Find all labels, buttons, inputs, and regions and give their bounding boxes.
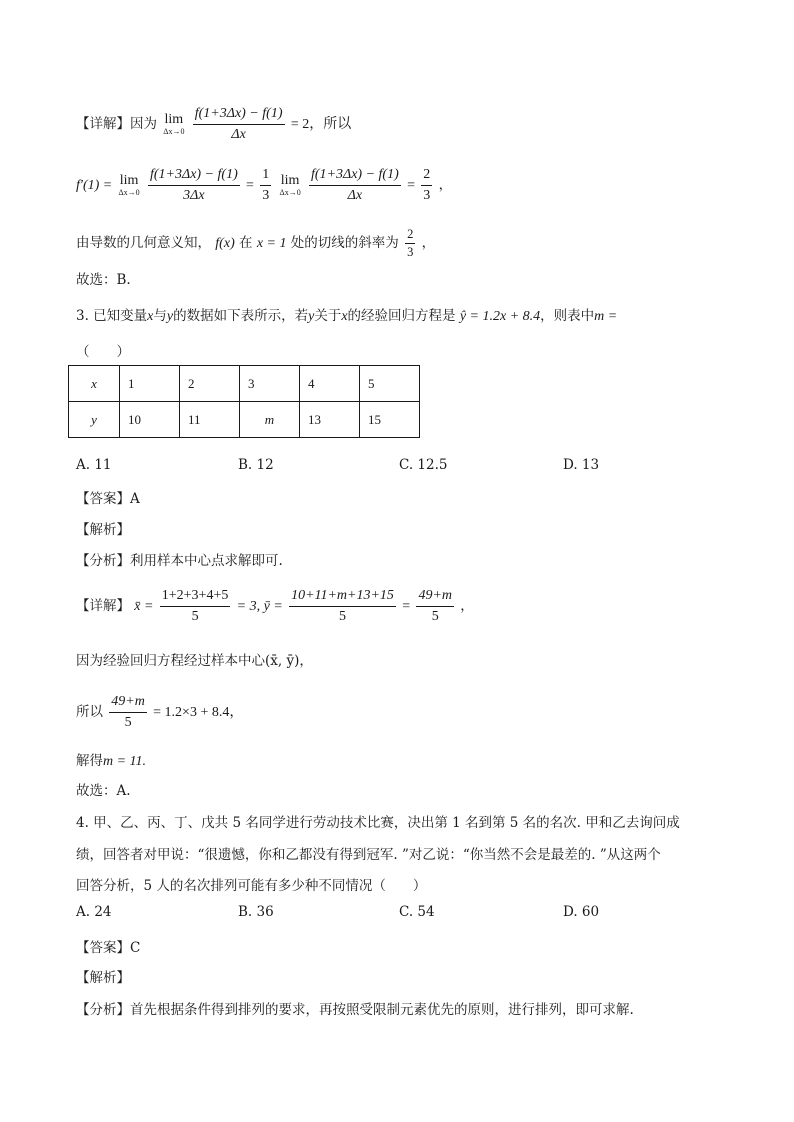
limit-operator: lim Δx→0 — [118, 173, 140, 197]
analysis-summary-4: 【分析】首先根据条件得到排列的要求，再按照受限制元素优先的原则，进行排列，即可求解. — [76, 1002, 634, 1018]
regression-equation: ŷ = 1.2x + 8.4 — [459, 309, 541, 324]
table-cell: 11 — [180, 402, 240, 438]
detail-line-1 — [76, 106, 351, 143]
table-cell: 13 — [300, 402, 360, 438]
question-4-line-2: 绩，回答者对甲说：“很遗憾，你和乙都没有得到冠军. ”对乙说：“你当然不会是最差的. ”从这两个 — [76, 847, 661, 863]
text: 由导数的几何意义知， — [76, 235, 211, 251]
punctuation: ， — [421, 235, 436, 251]
answer-label-4: 【答案】C — [76, 940, 141, 956]
limit-operator: lim Δx→0 — [279, 173, 301, 197]
fraction: $\frac{2}{3}$ — [407, 227, 414, 259]
center-point-line: 因为经验回归方程经过样本中心(x̄, ȳ)， — [76, 653, 313, 669]
table-cell: m — [240, 402, 300, 438]
geometric-meaning-line — [76, 228, 435, 259]
text: 3. 已知变量 — [76, 308, 148, 324]
var-x: x — [147, 309, 154, 324]
data-table — [68, 365, 420, 438]
xbar-label: x̄ = — [134, 599, 154, 614]
fraction: $\frac{10+11+m+13+15}{5}$ — [291, 588, 394, 624]
analysis-label: 【解析】 — [76, 522, 130, 538]
question-4-options — [76, 904, 776, 924]
option-a: A. 24 — [76, 904, 112, 920]
fraction: $\frac{f(1+3\Delta x) - f(1)}{\Delta x}$ — [311, 167, 399, 203]
table-cell: 2 — [180, 366, 240, 402]
equals-sign: = — [407, 178, 415, 193]
punctuation: ， — [460, 598, 474, 614]
answer-label: 【答案】A — [76, 491, 140, 507]
question-3-paren: （ ） — [76, 344, 130, 360]
choice-line-2: 故选：A. — [76, 783, 131, 799]
option-a: A. 11 — [76, 457, 112, 473]
var-x: x — [341, 309, 348, 324]
table-cell: x — [69, 366, 120, 402]
fraction: $\frac{1+2+3+4+5}{5}$ — [161, 588, 229, 624]
question-4-line-1: 4. 甲、乙、丙、丁、戊共 5 名同学进行劳动技术比赛，决出第 1 名到第 5 名的名次. 甲和乙去询问成 — [76, 815, 680, 831]
equation-line — [76, 694, 243, 731]
text: 的经验回归方程是 — [347, 308, 456, 324]
text: 所以 — [76, 704, 103, 720]
text: ，则表中 — [540, 308, 595, 324]
analysis-label-4: 【解析】 — [76, 970, 130, 986]
text: 与 — [153, 308, 167, 324]
text: 关于 — [314, 308, 342, 324]
detail-label: 【详解】 — [76, 598, 130, 614]
punctuation: ， — [438, 177, 453, 193]
solution-value: m = 11. — [103, 754, 147, 769]
equation-rhs: = 1.2×3 + 8.4， — [153, 705, 244, 720]
question-3-stem — [76, 304, 617, 325]
derivative-line — [76, 167, 452, 204]
text: 在 — [239, 235, 253, 251]
table-cell: y — [69, 402, 120, 438]
option-c: C. 12.5 — [399, 457, 448, 473]
analysis-summary: 【分析】利用样本中心点求解即可. — [76, 553, 283, 569]
option-d: D. 13 — [563, 457, 600, 473]
table-cell: 5 — [360, 366, 420, 402]
difference-quotient: $\frac{f(1+3\Delta x) - f(1)}{\Delta x}$ — [194, 106, 283, 142]
table-cell: 1 — [120, 366, 180, 402]
equals-text: = 2，所以 — [290, 117, 352, 132]
option-b: B. 12 — [238, 457, 274, 473]
option-d: D. 60 — [563, 904, 600, 920]
text: 处的切线的斜率为 — [290, 235, 399, 251]
derivative-lhs: f′(1) = — [76, 178, 113, 193]
choice-line-1: 故选：B. — [76, 272, 131, 288]
var-m: m = — [594, 309, 618, 324]
table-cell: 10 — [120, 402, 180, 438]
fraction: $\frac{1}{3}$ — [262, 167, 270, 203]
mean-calculation-line — [76, 588, 474, 625]
question-4-line-3: 回答分析，5 人的名次排列可能有多少种不同情况（ ） — [76, 878, 427, 894]
x-value: x = 1 — [256, 236, 287, 251]
solution-line — [76, 749, 146, 770]
table-cell: 3 — [240, 366, 300, 402]
var-y: y — [166, 309, 174, 324]
option-b: B. 36 — [238, 904, 274, 920]
fraction: $\frac{2}{3}$ — [423, 167, 431, 203]
fraction: $\frac{49+m}{5}$ — [111, 694, 145, 730]
fraction: $\frac{f(1+3\Delta x) - f(1)}{3\Delta x}$ — [149, 167, 238, 203]
function-expr: f(x) — [215, 236, 235, 251]
text: 的数据如下表所示，若 — [173, 308, 309, 324]
var-y: y — [308, 309, 315, 324]
table-cell: 4 — [300, 366, 360, 402]
table-row — [69, 402, 420, 438]
option-c: C. 54 — [399, 904, 435, 920]
text: 解得 — [76, 753, 103, 769]
limit-operator: lim Δx→0 — [163, 112, 185, 136]
equals-sign: = — [402, 599, 411, 614]
table-cell: 15 — [360, 402, 420, 438]
question-3-options — [76, 457, 776, 477]
xbar-result: = 3, ȳ = — [236, 599, 283, 614]
detail-label: 【详解】因为 — [76, 116, 157, 132]
fraction: $\frac{49+m}{5}$ — [418, 588, 452, 624]
equals-sign: = — [246, 178, 254, 193]
table-row — [69, 366, 420, 402]
